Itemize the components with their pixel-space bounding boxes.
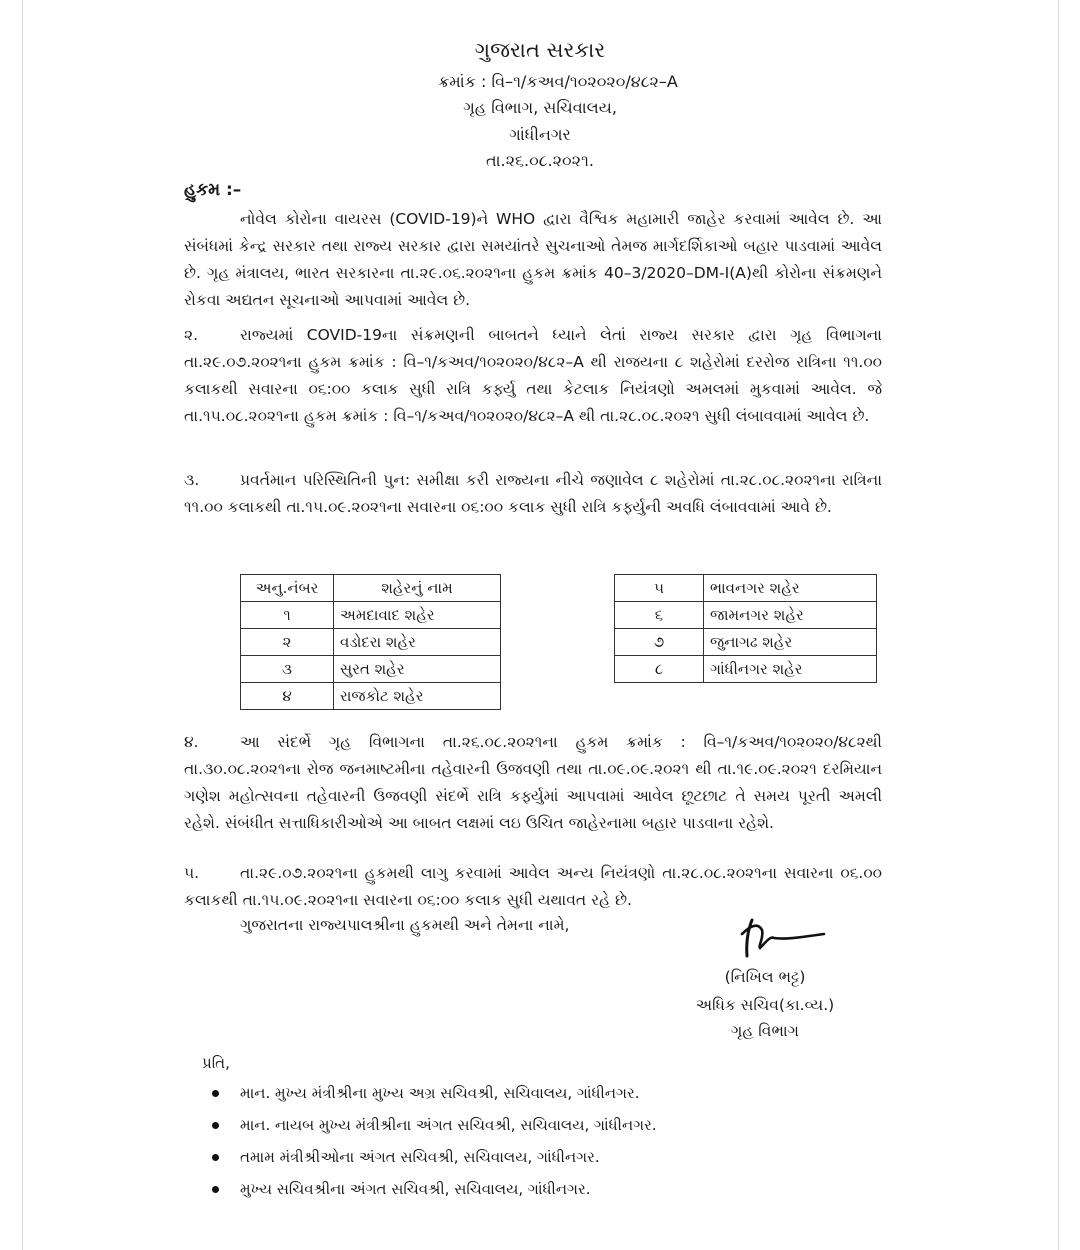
serial-cell: ૨ xyxy=(241,629,334,656)
order-heading: હુકમ :– xyxy=(184,180,242,200)
government-title: ગુજરાત સરકાર xyxy=(474,38,606,62)
distribution-label: પ્રતિ, xyxy=(202,1054,230,1072)
table-row xyxy=(615,629,877,656)
list-item xyxy=(210,1142,657,1174)
order-number: ક્રમાંક : વિ–૧/કઅવ/૧૦૨૦૨૦/૪૮૨–A xyxy=(438,72,678,91)
paragraph-4 xyxy=(184,729,882,837)
bullet-icon xyxy=(212,1154,219,1161)
list-item-text: તમામ મંત્રીશ્રીઓના અંગત સચિવશ્રી, સચિવાલય, ગાંધીનગર. xyxy=(240,1148,600,1166)
closing-line: ગુજરાતના રાજ્યપાલશ્રીના હુકમથી અને તેમના નામે, xyxy=(240,916,570,934)
list-item xyxy=(210,1174,657,1206)
signatory-name: (નિખિલ ભટ્ટ) xyxy=(724,968,806,986)
serial-cell: ૧ xyxy=(241,602,334,629)
city-cell: જુનાગઢ શહેર xyxy=(704,629,877,656)
signature-mark xyxy=(738,912,828,962)
paragraph-5-text: તા.૨૯.૦૭.૨૦૨૧ના હુકમથી લાગુ કરવામાં આવેલ અન્ય નિયંત્રણો તા.૨૮.૦૮.૨૦૨૧ના સવારના ૦૬.૦૦ કલાકથી તા.૧૫.૦૯.૨૦૨૧ના સવારના ૦૬:૦૦ કલાક સુધી યથાવત રહે છે. xyxy=(184,864,882,909)
serial-cell: ૬ xyxy=(615,602,704,629)
list-item xyxy=(210,1110,657,1142)
serial-cell: ૭ xyxy=(615,629,704,656)
paragraph-2 xyxy=(184,322,882,430)
city-cell: વડોદરા શહેર xyxy=(334,629,501,656)
city-cell: સુરત શહેર xyxy=(334,656,501,683)
paragraph-5 xyxy=(184,860,882,914)
table-row xyxy=(615,602,877,629)
paragraph-5-number: ૫. xyxy=(184,864,200,882)
cities-table-right xyxy=(614,574,877,683)
distribution-list xyxy=(210,1078,657,1206)
city-cell: જામનગર શહેર xyxy=(704,602,877,629)
serial-cell: ૪ xyxy=(241,683,334,710)
city-cell: રાજકોટ શહેર xyxy=(334,683,501,710)
signatory-designation: અધિક સચિવ(કા.વ્ય.) xyxy=(695,996,835,1014)
table-row xyxy=(615,575,877,602)
bullet-icon xyxy=(212,1090,219,1097)
city-cell: અમદાવાદ શહેર xyxy=(334,602,501,629)
paragraph-4-number: ૪. xyxy=(184,733,199,751)
paragraph-2-number: ૨. xyxy=(184,326,199,344)
list-item xyxy=(210,1078,657,1110)
city-column-header: શહેરનું નામ xyxy=(334,575,501,602)
paragraph-3-number: ૩. xyxy=(184,471,200,489)
page-edge-right xyxy=(1058,0,1059,1250)
serial-cell: ૫ xyxy=(615,575,704,602)
table-row xyxy=(241,656,501,683)
list-item-text: માન. નાયબ મુખ્ય મંત્રીશ્રીના અંગત સચિવશ્રી, સચિવાલય, ગાંધીનગર. xyxy=(240,1116,657,1134)
paragraph-1 xyxy=(184,206,882,314)
city-cell: ભાવનગર શહેર xyxy=(704,575,877,602)
cities-table-left xyxy=(240,574,501,710)
serial-cell: ૮ xyxy=(615,656,704,683)
bullet-icon xyxy=(212,1122,219,1129)
list-item-text: માન. મુખ્ય મંત્રીશ્રીના મુખ્ય અગ્ર સચિવશ્રી, સચિવાલય, ગાંધીનગર. xyxy=(240,1084,640,1102)
page-edge-left xyxy=(22,0,23,1250)
signatory-department: ગૃહ વિભાગ xyxy=(731,1022,799,1040)
bullet-icon xyxy=(212,1186,219,1193)
table-row xyxy=(241,602,501,629)
table-row xyxy=(241,629,501,656)
table-row xyxy=(241,683,501,710)
department-line: ગૃહ વિભાગ, સચિવાલય, xyxy=(463,98,617,117)
city-line: ગાંધીનગર xyxy=(509,125,571,144)
list-item-text: મુખ્ય સચિવશ્રીના અંગત સચિવશ્રી, સચિવાલય, ગાંધીનગર. xyxy=(240,1180,591,1198)
paragraph-4-text: આ સંદર્ભે ગૃહ વિભાગના તા.૨૬.૦૮.૨૦૨૧ના હુકમ ક્રમાંક : વિ–૧/કઅવ/૧૦૨૦૨૦/૪૮૨થી તા.૩૦.૦૮.૨૦૨૧ના રોજ જનમાષ્ટમીના તહેવારની ઉજવણી તથા તા.૦૯.૦૯.૨૦૨૧ થી તા.૧૯.૦૯.૨૦૨૧ દરમિયાન ગણેશ મહોત્સવના તહેવારની ઉજવણી સંદર્ભે રાત્રિ કર્ફ્યુમાં આપવામાં આવેલ છૂટછાટ તે સમય પૂરતી અમલી રહેશે. સંબંધીત સત્તાધિકારીઓએ આ બાબત લક્ષમાં લઇ ઉચિત જાહેરનામા બહાર પાડવાના રહેશે. xyxy=(184,733,882,832)
order-date: તા.૨૬.૦૮.૨૦૨૧. xyxy=(486,151,594,170)
table-header-row xyxy=(241,575,501,602)
paragraph-3-text: પ્રવર્તમાન પરિસ્થિતિની પુન: સમીક્ષા કરી રાજ્યના નીચે જણાવેલ ૮ શહેરોમાં તા.૨૮.૦૮.૨૦૨૧ના રાત્રિના ૧૧.૦૦ કલાકથી તા.૧૫.૦૯.૨૦૨૧ના સવારના ૦૬:૦૦ કલાક સુધી રાત્રિ કર્ફ્યુની અવધિ લંબાવવામાં આવે છે. xyxy=(184,471,882,516)
paragraph-3 xyxy=(184,467,882,521)
table-row xyxy=(615,656,877,683)
serial-cell: ૩ xyxy=(241,656,334,683)
paragraph-2-text: રાજ્યમાં COVID-19ના સંક્રમણની બાબતને ધ્યાને લેતાં રાજ્ય સરકાર દ્વારા ગૃહ વિભાગના તા.૨૯.૦૭.૨૦૨૧ના હુકમ ક્રમાંક : વિ–૧/કઅવ/૧૦૨૦૨૦/૪૮૨–A થી રાજયના ૮ શહેરોમાં દરરોજ રાત્રિના ૧૧.૦૦ કલાકથી સવારના ૦૬:૦૦ કલાક સુધી રાત્રિ કર્ફ્યુ તથા કેટલાક નિયંત્રણો અમલમાં મુકવામાં આવેલ. જે તા.૧૫.૦૮.૨૦૨૧ના હુકમ ક્રમાંક : વિ–૧/કઅવ/૧૦૨૦૨૦/૪૮૨–A થી તા.૨૮.૦૮.૨૦૨૧ સુધી લંબાવવામાં આવેલ છે. xyxy=(184,326,882,425)
serial-column-header: અનુ.નંબર xyxy=(241,575,334,602)
paragraph-1-text: નોવેલ કોરોના વાયરસ (COVID-19)ને WHO દ્વારા વૈશ્વિક મહામારી જાહેર કરવામાં આવેલ છે. આ સંબંધમાં કેન્દ્ર સરકાર તથા રાજ્ય સરકાર દ્વારા સમયાંતરે સુચનાઓ તેમજ માર્ગદર્શિકાઓ બહાર પાડવામાં આવેલ છે. ગૃહ મંત્રાલય, ભારત સરકારના તા.૨૯.૦૬.૨૦૨૧ના હુકમ ક્રમાંક 40–3/2020–DM-I(A)થી કોરોના સંક્રમણને રોકવા અદ્યતન સૂચનાઓ આપવામાં આવેલ છે. xyxy=(184,210,882,309)
city-cell: ગાંધીનગર શહેર xyxy=(704,656,877,683)
